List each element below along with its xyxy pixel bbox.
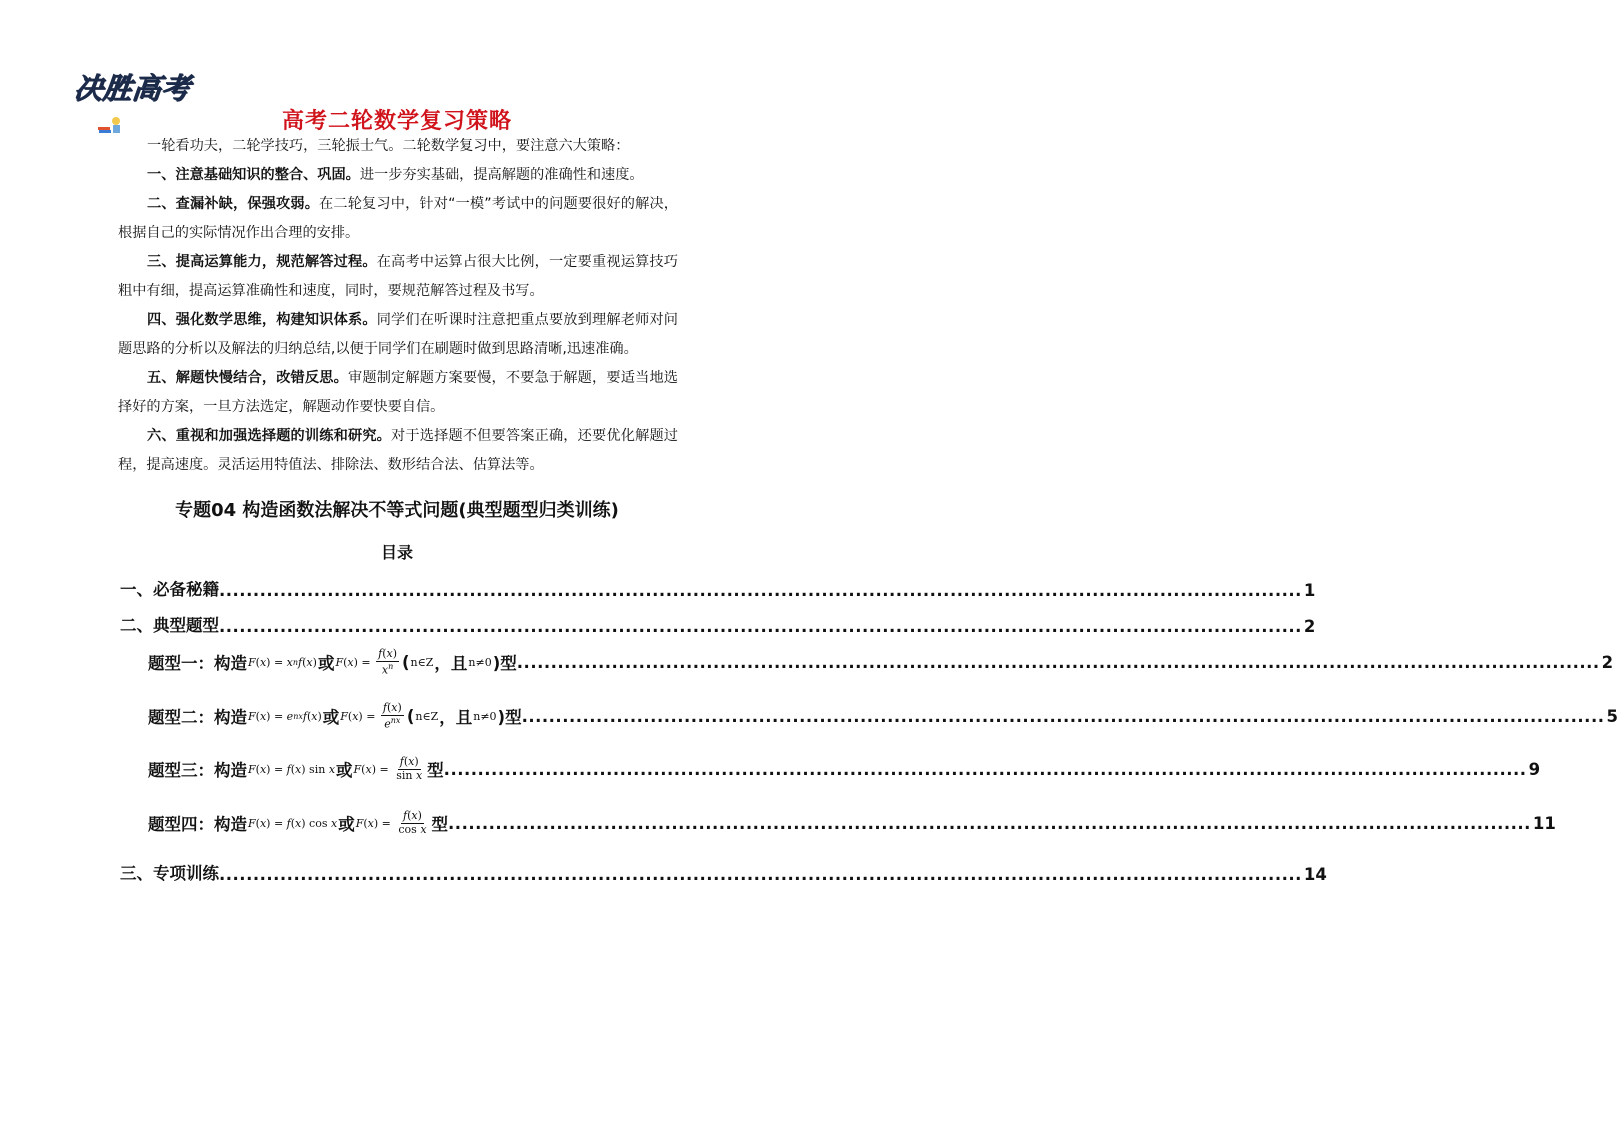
toc-label-connector: ，且	[434, 654, 468, 674]
intro-paragraph: 一轮看功夫，二轮学技巧，三轮振士气。二轮数学复习中，要注意六大策略：	[147, 138, 630, 154]
strategy-paragraph	[118, 306, 678, 364]
strategy-heading: 六、重视和加强选择题的训练和研究。	[147, 428, 392, 444]
toc-leader: ................................................................................................................................................................	[516, 652, 1600, 672]
strategy-heading: 三、提高运算能力，规范解答过程。	[147, 254, 377, 270]
formula: n∈Z	[415, 709, 439, 723]
strategy-text: 对于选择题不但要答案正确，还要优化解题过程，提高速度。灵活运用特值法、排除法、数形结合法、估算法等。	[118, 428, 678, 473]
toc-page-number: 5	[1606, 706, 1618, 726]
formula: F ( x ) = f ( x ) sin x	[248, 762, 336, 776]
formula: F ( x ) = $\frac{f(x)}{\text{sin x}}$	[353, 755, 423, 782]
toc-leader: ................................................................................................................................................................	[448, 813, 1531, 833]
toc-page-number: 9	[1528, 759, 1541, 779]
toc-label-connector: (	[406, 706, 415, 726]
toc-entry[interactable]	[148, 647, 1614, 677]
toc-label-connector: ，且	[439, 708, 473, 728]
strategy-text: 同学们在听课时注意把重点要放到理解老师对问题思路的分析以及解法的归纳总结,以便于同学们在刷题时做到思路清晰,迅速准确。	[118, 312, 678, 357]
toc-entry[interactable]	[120, 860, 1327, 884]
toc-page-number: 11	[1532, 813, 1556, 833]
topic-title: 专题04 构造函数法解决不等式问题(典型题型归类训练)	[175, 500, 619, 521]
strategy-heading: 一、注意基础知识的整合、巩固。	[147, 167, 360, 183]
toc-entry[interactable]	[148, 809, 1556, 836]
toc-label-suffix: 型	[427, 761, 444, 781]
toc-label-connector: 或	[336, 761, 353, 781]
formula: n≠0	[473, 709, 497, 723]
toc-label: 二、典型题型	[120, 616, 219, 635]
formula: F ( x ) = x n f ( x )	[248, 655, 317, 669]
toc-label-suffix: )型	[497, 708, 522, 728]
toc-label: 题型四：构造	[148, 815, 247, 835]
toc-label: 一、必备秘籍	[120, 580, 219, 599]
strategy-paragraph	[118, 190, 678, 248]
formula: F ( x ) = e nx f ( x )	[248, 709, 322, 723]
strategy-paragraph	[118, 161, 678, 190]
toc-page-number: 2	[1303, 617, 1316, 636]
strategy-paragraph	[118, 422, 678, 480]
toc-label-connector: 或	[317, 654, 335, 674]
toc-title: 目录	[380, 543, 413, 562]
strategy-paragraph	[118, 364, 678, 422]
strategy-text: 在二轮复习中，针对“一模”考试中的问题要很好的解决，根据自己的实际情况作出合理的安排。	[118, 196, 678, 241]
formula: n∈Z	[410, 655, 434, 669]
toc-leader: ................................................................................................................................................................	[443, 759, 1527, 779]
strategy-heading: 五、解题快慢结合，改错反思。	[147, 370, 348, 386]
toc-page-number: 2	[1601, 652, 1614, 672]
toc-leader: ................................................................................................................................................................	[219, 865, 1302, 884]
logo-text: 决胜高考	[72, 71, 192, 105]
toc-label: 题型三：构造	[148, 761, 247, 781]
toc-label: 题型一：构造	[148, 654, 247, 674]
formula: F ( x ) = $\frac{f(x)}{e^{nx}}$	[340, 701, 402, 731]
toc-page-number: 14	[1303, 865, 1327, 884]
toc-label-suffix: 型	[431, 815, 449, 835]
toc-entry[interactable]	[148, 755, 1541, 782]
toc-label-connector: 或	[322, 708, 340, 728]
formula: n≠0	[468, 655, 492, 669]
toc-label: 题型二：构造	[148, 708, 247, 728]
strategy-text: 审题制定解题方案要慢，不要急于解题，要适当地选择好的方案，一旦方法选定，解题动作要快要自信。	[118, 370, 678, 415]
page-title: 高考二轮数学复习策略	[281, 109, 512, 134]
toc-leader: ................................................................................................................................................................	[219, 617, 1302, 636]
strategy-paragraph	[118, 248, 678, 306]
toc-entry[interactable]	[120, 612, 1316, 636]
toc-page-number: 1	[1303, 581, 1316, 600]
formula: F ( x ) = $\frac{f(x)}{\text{cos x}}$	[355, 809, 427, 836]
toc-label: 三、专项训练	[120, 864, 219, 883]
toc-entry[interactable]	[120, 576, 1316, 600]
strategy-text: 进一步夯实基础，提高解题的准确性和速度。	[359, 167, 644, 183]
strategy-heading: 二、查漏补缺，保强攻弱。	[147, 196, 320, 212]
toc-entry[interactable]	[148, 701, 1618, 731]
formula: F ( x ) = $\frac{f(x)}{x^n}$	[335, 647, 397, 677]
toc-label-suffix: )型	[492, 654, 517, 674]
formula: F ( x ) = f ( x ) cos x	[248, 816, 338, 830]
toc-leader: ................................................................................................................................................................	[219, 581, 1302, 600]
toc-leader: ................................................................................................................................................................	[521, 706, 1605, 726]
toc-label-connector: 或	[338, 815, 355, 835]
toc-label-connector: (	[402, 652, 410, 672]
strategy-heading: 四、强化数学思维，构建知识体系。	[147, 312, 377, 328]
strategy-text: 在高考中运算占很大比例，一定要重视运算技巧粗中有细，提高运算准确性和速度，同时，要规范解答过程及书写。	[118, 254, 678, 299]
